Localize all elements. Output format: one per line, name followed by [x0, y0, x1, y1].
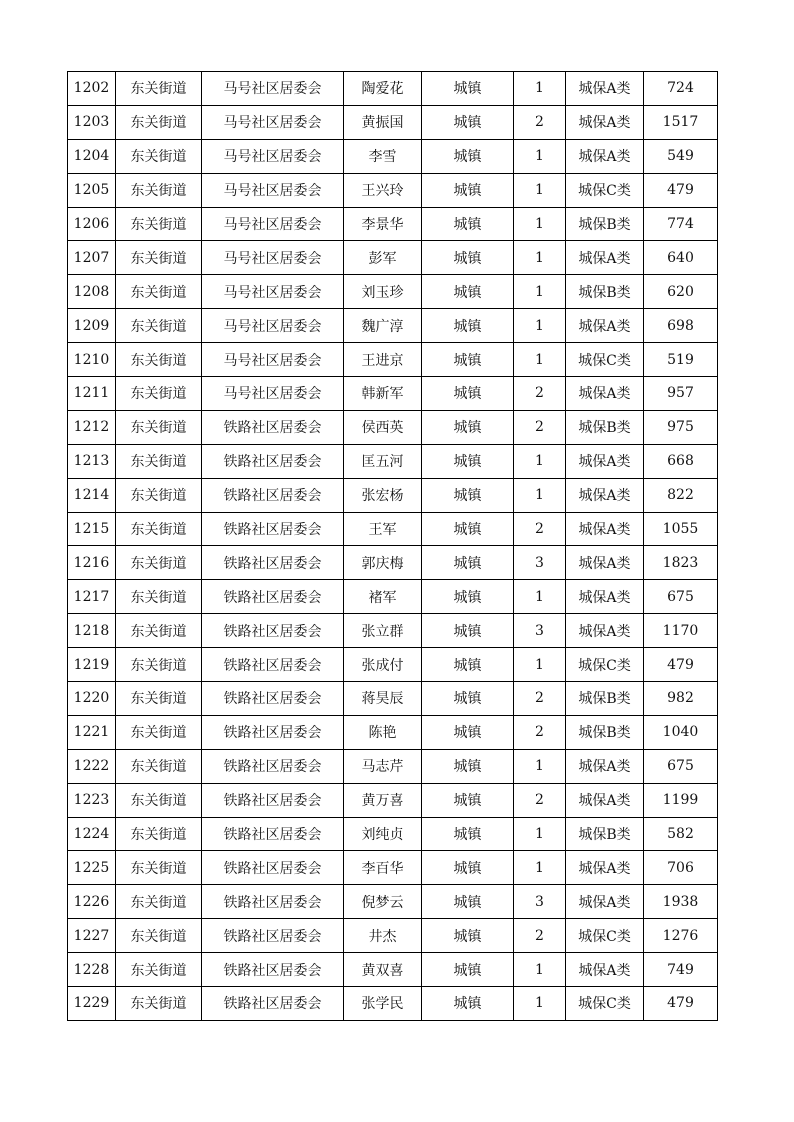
subdistrict-cell: 东关街道 — [116, 614, 202, 648]
household-type-cell: 城镇 — [422, 817, 514, 851]
table-row — [68, 987, 718, 1021]
community-cell: 马号社区居委会 — [202, 275, 344, 309]
table-row — [68, 241, 718, 275]
table-row — [68, 444, 718, 478]
amount-cell: 706 — [644, 851, 718, 885]
subdistrict-cell: 东关街道 — [116, 444, 202, 478]
amount-cell: 1040 — [644, 715, 718, 749]
household-size-cell: 1 — [514, 207, 566, 241]
insurance-category-cell: 城保A类 — [566, 139, 644, 173]
amount-cell: 675 — [644, 749, 718, 783]
household-size-cell: 1 — [514, 987, 566, 1021]
table-row — [68, 105, 718, 139]
household-size-cell: 3 — [514, 614, 566, 648]
community-cell: 铁路社区居委会 — [202, 885, 344, 919]
insurance-category-cell: 城保B类 — [566, 275, 644, 309]
table-row — [68, 682, 718, 716]
person-name-cell: 郭庆梅 — [344, 546, 422, 580]
community-cell: 铁路社区居委会 — [202, 783, 344, 817]
subdistrict-cell: 东关街道 — [116, 749, 202, 783]
table-row — [68, 377, 718, 411]
insurance-category-cell: 城保A类 — [566, 512, 644, 546]
insurance-category-cell: 城保B类 — [566, 682, 644, 716]
amount-cell: 620 — [644, 275, 718, 309]
community-cell: 马号社区居委会 — [202, 173, 344, 207]
community-cell: 铁路社区居委会 — [202, 987, 344, 1021]
household-type-cell: 城镇 — [422, 546, 514, 580]
community-cell: 铁路社区居委会 — [202, 682, 344, 716]
record-number-cell: 1225 — [68, 851, 116, 885]
subdistrict-cell: 东关街道 — [116, 377, 202, 411]
table-row — [68, 851, 718, 885]
community-cell: 铁路社区居委会 — [202, 478, 344, 512]
household-type-cell: 城镇 — [422, 139, 514, 173]
household-size-cell: 3 — [514, 885, 566, 919]
person-name-cell: 褚军 — [344, 580, 422, 614]
community-cell: 铁路社区居委会 — [202, 648, 344, 682]
table-row — [68, 72, 718, 106]
person-name-cell: 匡五河 — [344, 444, 422, 478]
household-type-cell: 城镇 — [422, 682, 514, 716]
table-row — [68, 749, 718, 783]
community-cell: 马号社区居委会 — [202, 343, 344, 377]
subdistrict-cell: 东关街道 — [116, 648, 202, 682]
subdistrict-cell: 东关街道 — [116, 343, 202, 377]
insurance-category-cell: 城保A类 — [566, 851, 644, 885]
household-size-cell: 3 — [514, 546, 566, 580]
amount-cell: 957 — [644, 377, 718, 411]
household-size-cell: 1 — [514, 953, 566, 987]
amount-cell: 479 — [644, 173, 718, 207]
subdistrict-cell: 东关街道 — [116, 817, 202, 851]
record-number-cell: 1226 — [68, 885, 116, 919]
household-type-cell: 城镇 — [422, 377, 514, 411]
person-name-cell: 黄双喜 — [344, 953, 422, 987]
subdistrict-cell: 东关街道 — [116, 919, 202, 953]
insurance-category-cell: 城保A类 — [566, 885, 644, 919]
person-name-cell: 张宏杨 — [344, 478, 422, 512]
household-type-cell: 城镇 — [422, 343, 514, 377]
insurance-category-cell: 城保C类 — [566, 648, 644, 682]
person-name-cell: 刘玉珍 — [344, 275, 422, 309]
household-type-cell: 城镇 — [422, 512, 514, 546]
subdistrict-cell: 东关街道 — [116, 207, 202, 241]
person-name-cell: 李雪 — [344, 139, 422, 173]
person-name-cell: 李百华 — [344, 851, 422, 885]
record-number-cell: 1224 — [68, 817, 116, 851]
amount-cell: 822 — [644, 478, 718, 512]
table-row — [68, 309, 718, 343]
household-size-cell: 1 — [514, 139, 566, 173]
table-row — [68, 614, 718, 648]
amount-cell: 1276 — [644, 919, 718, 953]
table-row — [68, 343, 718, 377]
community-cell: 铁路社区居委会 — [202, 715, 344, 749]
record-number-cell: 1227 — [68, 919, 116, 953]
insurance-category-cell: 城保C类 — [566, 173, 644, 207]
household-size-cell: 1 — [514, 749, 566, 783]
household-type-cell: 城镇 — [422, 614, 514, 648]
table-row — [68, 953, 718, 987]
household-type-cell: 城镇 — [422, 885, 514, 919]
household-type-cell: 城镇 — [422, 987, 514, 1021]
record-number-cell: 1212 — [68, 410, 116, 444]
person-name-cell: 井杰 — [344, 919, 422, 953]
household-size-cell: 2 — [514, 377, 566, 411]
subdistrict-cell: 东关街道 — [116, 105, 202, 139]
record-number-cell: 1204 — [68, 139, 116, 173]
community-cell: 马号社区居委会 — [202, 207, 344, 241]
amount-cell: 582 — [644, 817, 718, 851]
person-name-cell: 黄万喜 — [344, 783, 422, 817]
amount-cell: 640 — [644, 241, 718, 275]
household-type-cell: 城镇 — [422, 72, 514, 106]
subdistrict-cell: 东关街道 — [116, 139, 202, 173]
amount-cell: 1938 — [644, 885, 718, 919]
household-size-cell: 1 — [514, 72, 566, 106]
household-size-cell: 2 — [514, 512, 566, 546]
record-number-cell: 1202 — [68, 72, 116, 106]
record-number-cell: 1217 — [68, 580, 116, 614]
record-number-cell: 1222 — [68, 749, 116, 783]
subdistrict-cell: 东关街道 — [116, 885, 202, 919]
person-name-cell: 侯西英 — [344, 410, 422, 444]
subdistrict-cell: 东关街道 — [116, 173, 202, 207]
amount-cell: 1055 — [644, 512, 718, 546]
person-name-cell: 陶爱花 — [344, 72, 422, 106]
subdistrict-cell: 东关街道 — [116, 72, 202, 106]
household-size-cell: 2 — [514, 919, 566, 953]
record-number-cell: 1214 — [68, 478, 116, 512]
household-size-cell: 2 — [514, 715, 566, 749]
record-number-cell: 1221 — [68, 715, 116, 749]
table-row — [68, 715, 718, 749]
subdistrict-cell: 东关街道 — [116, 309, 202, 343]
person-name-cell: 魏广淳 — [344, 309, 422, 343]
record-number-cell: 1228 — [68, 953, 116, 987]
community-cell: 马号社区居委会 — [202, 105, 344, 139]
insurance-category-cell: 城保B类 — [566, 715, 644, 749]
household-size-cell: 2 — [514, 783, 566, 817]
community-cell: 马号社区居委会 — [202, 241, 344, 275]
insurance-category-cell: 城保A类 — [566, 105, 644, 139]
table-row — [68, 139, 718, 173]
records-table — [67, 71, 718, 1021]
insurance-category-cell: 城保B类 — [566, 817, 644, 851]
community-cell: 马号社区居委会 — [202, 309, 344, 343]
household-type-cell: 城镇 — [422, 715, 514, 749]
subdistrict-cell: 东关街道 — [116, 851, 202, 885]
community-cell: 铁路社区居委会 — [202, 546, 344, 580]
household-type-cell: 城镇 — [422, 207, 514, 241]
household-type-cell: 城镇 — [422, 648, 514, 682]
record-number-cell: 1218 — [68, 614, 116, 648]
household-type-cell: 城镇 — [422, 105, 514, 139]
amount-cell: 975 — [644, 410, 718, 444]
subdistrict-cell: 东关街道 — [116, 410, 202, 444]
insurance-category-cell: 城保A类 — [566, 72, 644, 106]
household-size-cell: 1 — [514, 444, 566, 478]
subdistrict-cell: 东关街道 — [116, 953, 202, 987]
subdistrict-cell: 东关街道 — [116, 275, 202, 309]
amount-cell: 982 — [644, 682, 718, 716]
amount-cell: 698 — [644, 309, 718, 343]
amount-cell: 519 — [644, 343, 718, 377]
amount-cell: 1517 — [644, 105, 718, 139]
person-name-cell: 李景华 — [344, 207, 422, 241]
subdistrict-cell: 东关街道 — [116, 546, 202, 580]
amount-cell: 479 — [644, 987, 718, 1021]
subdistrict-cell: 东关街道 — [116, 241, 202, 275]
table-row — [68, 410, 718, 444]
household-type-cell: 城镇 — [422, 783, 514, 817]
person-name-cell: 王进京 — [344, 343, 422, 377]
table-row — [68, 173, 718, 207]
household-type-cell: 城镇 — [422, 241, 514, 275]
amount-cell: 479 — [644, 648, 718, 682]
table-row — [68, 580, 718, 614]
amount-cell: 1199 — [644, 783, 718, 817]
community-cell: 铁路社区居委会 — [202, 919, 344, 953]
community-cell: 铁路社区居委会 — [202, 851, 344, 885]
record-number-cell: 1210 — [68, 343, 116, 377]
insurance-category-cell: 城保A类 — [566, 444, 644, 478]
record-number-cell: 1229 — [68, 987, 116, 1021]
record-number-cell: 1215 — [68, 512, 116, 546]
household-size-cell: 2 — [514, 682, 566, 716]
subdistrict-cell: 东关街道 — [116, 783, 202, 817]
person-name-cell: 彭军 — [344, 241, 422, 275]
person-name-cell: 马志芹 — [344, 749, 422, 783]
table-row — [68, 919, 718, 953]
household-type-cell: 城镇 — [422, 309, 514, 343]
insurance-category-cell: 城保B类 — [566, 207, 644, 241]
person-name-cell: 陈艳 — [344, 715, 422, 749]
community-cell: 铁路社区居委会 — [202, 749, 344, 783]
household-type-cell: 城镇 — [422, 851, 514, 885]
insurance-category-cell: 城保B类 — [566, 410, 644, 444]
subdistrict-cell: 东关街道 — [116, 682, 202, 716]
record-number-cell: 1220 — [68, 682, 116, 716]
household-size-cell: 1 — [514, 648, 566, 682]
insurance-category-cell: 城保A类 — [566, 546, 644, 580]
amount-cell: 1170 — [644, 614, 718, 648]
amount-cell: 1823 — [644, 546, 718, 580]
household-type-cell: 城镇 — [422, 919, 514, 953]
subdistrict-cell: 东关街道 — [116, 512, 202, 546]
record-number-cell: 1223 — [68, 783, 116, 817]
insurance-category-cell: 城保C类 — [566, 343, 644, 377]
household-size-cell: 1 — [514, 173, 566, 207]
record-number-cell: 1209 — [68, 309, 116, 343]
amount-cell: 724 — [644, 72, 718, 106]
household-type-cell: 城镇 — [422, 953, 514, 987]
amount-cell: 774 — [644, 207, 718, 241]
household-size-cell: 1 — [514, 241, 566, 275]
table-row — [68, 546, 718, 580]
table-row — [68, 478, 718, 512]
household-size-cell: 1 — [514, 275, 566, 309]
record-number-cell: 1205 — [68, 173, 116, 207]
household-size-cell: 2 — [514, 410, 566, 444]
community-cell: 马号社区居委会 — [202, 139, 344, 173]
insurance-category-cell: 城保A类 — [566, 377, 644, 411]
community-cell: 铁路社区居委会 — [202, 410, 344, 444]
person-name-cell: 黄振国 — [344, 105, 422, 139]
person-name-cell: 王兴玲 — [344, 173, 422, 207]
person-name-cell: 韩新军 — [344, 377, 422, 411]
community-cell: 铁路社区居委会 — [202, 580, 344, 614]
person-name-cell: 刘纯贞 — [344, 817, 422, 851]
household-type-cell: 城镇 — [422, 478, 514, 512]
record-number-cell: 1208 — [68, 275, 116, 309]
household-type-cell: 城镇 — [422, 410, 514, 444]
household-size-cell: 1 — [514, 343, 566, 377]
household-type-cell: 城镇 — [422, 580, 514, 614]
person-name-cell: 张立群 — [344, 614, 422, 648]
community-cell: 铁路社区居委会 — [202, 444, 344, 478]
person-name-cell: 倪梦云 — [344, 885, 422, 919]
person-name-cell: 蒋昊辰 — [344, 682, 422, 716]
insurance-category-cell: 城保A类 — [566, 749, 644, 783]
household-size-cell: 1 — [514, 478, 566, 512]
table-row — [68, 783, 718, 817]
insurance-category-cell: 城保A类 — [566, 309, 644, 343]
community-cell: 铁路社区居委会 — [202, 953, 344, 987]
household-size-cell: 2 — [514, 105, 566, 139]
record-number-cell: 1207 — [68, 241, 116, 275]
household-type-cell: 城镇 — [422, 749, 514, 783]
table-row — [68, 207, 718, 241]
table-row — [68, 648, 718, 682]
subdistrict-cell: 东关街道 — [116, 715, 202, 749]
record-number-cell: 1213 — [68, 444, 116, 478]
community-cell: 铁路社区居委会 — [202, 512, 344, 546]
subdistrict-cell: 东关街道 — [116, 478, 202, 512]
insurance-category-cell: 城保C类 — [566, 987, 644, 1021]
table-row — [68, 275, 718, 309]
household-size-cell: 1 — [514, 309, 566, 343]
subdistrict-cell: 东关街道 — [116, 580, 202, 614]
community-cell: 马号社区居委会 — [202, 72, 344, 106]
community-cell: 铁路社区居委会 — [202, 614, 344, 648]
record-number-cell: 1219 — [68, 648, 116, 682]
person-name-cell: 张成付 — [344, 648, 422, 682]
subdistrict-cell: 东关街道 — [116, 987, 202, 1021]
household-size-cell: 1 — [514, 817, 566, 851]
person-name-cell: 张学民 — [344, 987, 422, 1021]
record-number-cell: 1211 — [68, 377, 116, 411]
record-number-cell: 1203 — [68, 105, 116, 139]
person-name-cell: 王军 — [344, 512, 422, 546]
insurance-category-cell: 城保A类 — [566, 953, 644, 987]
table-row — [68, 817, 718, 851]
insurance-category-cell: 城保A类 — [566, 478, 644, 512]
insurance-category-cell: 城保C类 — [566, 919, 644, 953]
table-row — [68, 512, 718, 546]
community-cell: 马号社区居委会 — [202, 377, 344, 411]
amount-cell: 668 — [644, 444, 718, 478]
records-table-body — [68, 72, 718, 1021]
amount-cell: 675 — [644, 580, 718, 614]
insurance-category-cell: 城保A类 — [566, 614, 644, 648]
amount-cell: 549 — [644, 139, 718, 173]
household-size-cell: 1 — [514, 851, 566, 885]
community-cell: 铁路社区居委会 — [202, 817, 344, 851]
household-type-cell: 城镇 — [422, 444, 514, 478]
insurance-category-cell: 城保A类 — [566, 783, 644, 817]
household-size-cell: 1 — [514, 580, 566, 614]
amount-cell: 749 — [644, 953, 718, 987]
record-number-cell: 1206 — [68, 207, 116, 241]
insurance-category-cell: 城保A类 — [566, 241, 644, 275]
record-number-cell: 1216 — [68, 546, 116, 580]
table-row — [68, 885, 718, 919]
household-type-cell: 城镇 — [422, 275, 514, 309]
insurance-category-cell: 城保A类 — [566, 580, 644, 614]
household-type-cell: 城镇 — [422, 173, 514, 207]
